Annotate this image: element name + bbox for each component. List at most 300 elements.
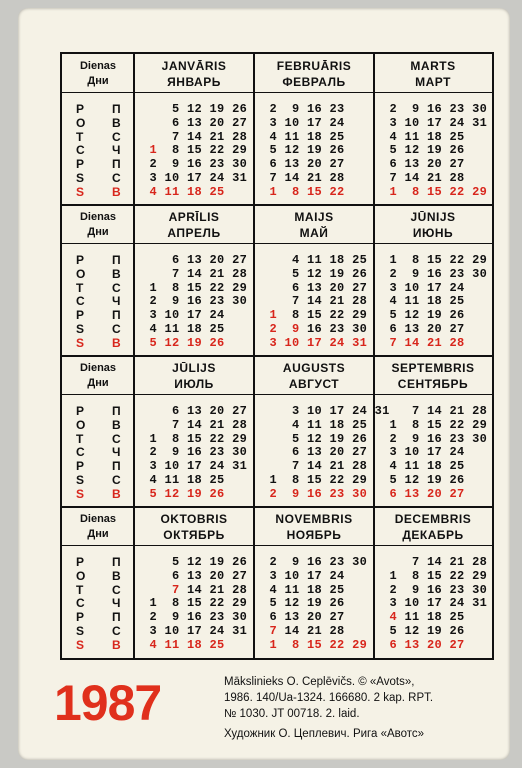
day-number: 10 (404, 596, 428, 611)
day-number: 23 (449, 102, 473, 116)
day-number (262, 445, 285, 459)
day-number: 10 (164, 308, 188, 323)
day-number: 12 (404, 473, 428, 487)
day-number: 21 (427, 171, 450, 185)
day-number: 22 (209, 143, 233, 158)
day-number: 18 (187, 637, 210, 652)
day-number: 20 (209, 115, 233, 130)
day-number: 23 (449, 431, 473, 446)
day-number: 12 (164, 335, 188, 350)
month-week-row (262, 487, 390, 501)
day-number: 13 (187, 253, 210, 267)
day-number (262, 418, 285, 432)
day-number: 5 (262, 596, 285, 611)
day-label-ru: С (112, 322, 121, 336)
day-number: 28 (472, 555, 488, 569)
day-number: 5 (284, 431, 308, 446)
day-number (472, 281, 487, 295)
day-number: 23 (449, 582, 473, 597)
month-header (374, 507, 492, 545)
day-number: 15 (307, 473, 330, 487)
day-number: 26 (352, 266, 368, 281)
day-number: 26 (449, 143, 473, 158)
day-number: 10 (284, 335, 308, 350)
day-label-ru: П (112, 459, 121, 474)
day-number: 27 (232, 115, 248, 130)
month-name-lv: JŪNIJS (410, 210, 456, 224)
day-number: 14 (307, 294, 330, 309)
month-week-row (382, 171, 487, 185)
day-number: 12 (164, 486, 188, 501)
day-number: 1 (262, 473, 285, 487)
day-column-header (62, 356, 134, 394)
day-number: 21 (209, 129, 233, 144)
day-number: 10 (284, 568, 308, 583)
day-number: 14 (284, 624, 308, 638)
day-number: 15 (187, 143, 210, 158)
day-number: 26 (352, 431, 375, 446)
day-number: 20 (307, 610, 330, 625)
day-number: 30 (472, 266, 488, 281)
day-number (382, 555, 405, 569)
day-header-lv: Dienas (79, 60, 117, 72)
day-number: 24 (449, 596, 473, 611)
day-number: 26 (232, 102, 248, 116)
day-number: 25 (352, 417, 375, 432)
month-week-row (142, 157, 247, 171)
day-number: 3 (142, 171, 165, 185)
month-week-row (382, 130, 487, 144)
day-label-lv: P (76, 610, 85, 625)
month-header (254, 54, 374, 92)
month-week-row (142, 487, 247, 501)
day-number: 6 (164, 568, 188, 583)
month-header (134, 54, 254, 92)
day-number: 16 (427, 102, 450, 116)
day-number: 24 (449, 115, 473, 130)
day-number: 5 (382, 143, 405, 158)
day-number: 11 (307, 417, 330, 432)
day-number: 19 (427, 308, 450, 323)
day-number: 13 (404, 637, 428, 652)
month-week-row (142, 102, 247, 116)
month-week-row (262, 102, 345, 116)
month-week-row (142, 583, 247, 597)
imprint-line-1: Mākslinieks O. Ceplēvičs. © «Avots», (224, 676, 415, 688)
day-number: 31 (232, 624, 248, 638)
day-label-ru: С (112, 280, 121, 295)
month-week-row (382, 610, 487, 624)
day-number: 29 (472, 417, 488, 432)
day-number: 19 (187, 335, 210, 350)
month-name-ru: ФЕВРАЛЬ (282, 75, 346, 89)
day-number: 17 (427, 115, 450, 130)
day-number: 22 (209, 280, 233, 295)
day-number: 25 (449, 459, 473, 474)
day-number: 10 (284, 115, 308, 130)
day-number: 18 (427, 129, 450, 144)
month-week-row (262, 445, 390, 459)
day-number: 5 (142, 486, 165, 501)
day-number: 19 (209, 102, 233, 116)
month-header (254, 507, 374, 545)
day-number (472, 624, 487, 638)
day-number: 18 (427, 610, 450, 625)
day-number: 4 (142, 322, 165, 336)
day-number: 12 (187, 555, 210, 569)
day-number: 24 (352, 404, 375, 418)
day-number: 30 (232, 445, 248, 460)
day-number: 7 (164, 417, 188, 432)
day-number: 20 (307, 157, 330, 172)
day-number: 5 (382, 473, 405, 487)
day-number: 19 (329, 431, 353, 446)
day-number: 12 (284, 596, 308, 611)
day-number: 29 (232, 596, 248, 611)
day-number: 4 (284, 253, 308, 267)
day-number (262, 281, 285, 295)
day-number: 16 (187, 157, 210, 172)
day-header-ru: Дни (87, 226, 109, 238)
day-number: 13 (404, 486, 428, 501)
day-label-ru: В (112, 486, 121, 501)
day-number: 15 (427, 253, 450, 267)
day-number: 25 (449, 129, 473, 144)
day-number (142, 130, 165, 144)
day-number: 8 (164, 280, 188, 295)
month-week-row (142, 459, 247, 473)
day-number: 23 (209, 294, 233, 309)
month-week-row (262, 418, 390, 432)
month-week-row (142, 418, 247, 432)
month-week-row (262, 336, 367, 350)
day-number: 27 (352, 280, 368, 295)
day-number: 1 (262, 637, 285, 652)
month-week-row (262, 157, 345, 171)
day-label-ru: В (112, 417, 121, 432)
day-number (142, 404, 165, 418)
day-number: 11 (404, 129, 428, 144)
day-column-header (62, 54, 134, 92)
day-number: 9 (404, 431, 428, 446)
month-week-row (142, 130, 247, 144)
day-number: 28 (329, 624, 353, 638)
day-number: 24 (209, 459, 233, 474)
day-number: 8 (164, 596, 188, 611)
day-number: 1 (142, 143, 165, 158)
day-number: 26 (329, 143, 345, 158)
day-number: 22 (449, 568, 473, 583)
day-number: 18 (427, 294, 450, 309)
day-number: 17 (427, 596, 450, 611)
day-number: 1 (142, 596, 165, 611)
day-header-ru: Дни (87, 377, 109, 389)
day-number: 11 (404, 459, 428, 474)
day-number: 17 (187, 624, 210, 638)
day-number: 6 (284, 280, 308, 295)
day-number: 4 (142, 637, 165, 652)
month-name-lv: FEBRUĀRIS (276, 59, 352, 73)
day-number: 6 (382, 486, 405, 501)
day-number: 8 (284, 184, 308, 199)
day-number: 4 (382, 129, 405, 144)
day-number: 7 (164, 582, 188, 597)
day-number: 18 (307, 129, 330, 144)
day-label-ru: В (112, 568, 121, 583)
day-number: 29 (352, 308, 368, 323)
day-number: 7 (284, 459, 308, 474)
day-number: 29 (472, 184, 488, 199)
month-week-row (382, 336, 487, 350)
day-number (472, 610, 487, 624)
day-number (472, 336, 487, 350)
day-number (472, 487, 487, 501)
day-label-lv: T (76, 129, 84, 144)
day-number: 24 (329, 115, 345, 130)
month-week-row (142, 445, 247, 459)
day-number (232, 322, 247, 336)
day-number: 4 (382, 459, 405, 474)
day-number: 9 (404, 266, 428, 281)
day-number: 9 (164, 610, 188, 625)
month-week-row (262, 308, 367, 322)
day-number: 6 (164, 253, 188, 267)
day-number: 15 (427, 417, 450, 432)
month-week-row (142, 281, 247, 295)
day-number: 15 (307, 637, 330, 652)
day-number (352, 610, 367, 624)
day-number: 9 (164, 445, 188, 460)
day-label-lv: S (76, 486, 85, 501)
day-number (472, 638, 487, 652)
day-number: 6 (284, 445, 308, 460)
day-number: 26 (232, 555, 248, 569)
day-number: 4 (142, 184, 165, 199)
day-number (472, 294, 487, 308)
day-number: 30 (472, 102, 488, 116)
day-number: 2 (382, 431, 405, 446)
day-number: 23 (209, 610, 233, 625)
month-week-row (142, 185, 247, 199)
day-number: 15 (187, 596, 210, 611)
day-number (352, 596, 367, 610)
day-label-lv: P (76, 459, 85, 474)
day-number: 10 (164, 171, 188, 185)
day-number: 14 (404, 171, 428, 185)
day-number: 16 (307, 486, 330, 501)
day-number: 2 (142, 294, 165, 309)
day-number: 11 (164, 473, 188, 487)
day-number: 22 (449, 417, 473, 432)
month-week-row (262, 281, 367, 295)
month-week-row (382, 459, 487, 473)
day-number: 1 (262, 308, 285, 323)
day-number: 21 (307, 171, 330, 185)
day-number: 6 (382, 157, 405, 172)
month-week-row (262, 130, 345, 144)
day-number: 2 (382, 102, 405, 116)
day-number: 7 (404, 555, 428, 569)
day-number (142, 253, 165, 267)
day-number: 11 (404, 610, 428, 625)
day-number: 2 (142, 157, 165, 172)
day-number: 19 (307, 143, 330, 158)
day-number: 11 (404, 294, 428, 309)
day-number (472, 171, 487, 185)
day-number: 20 (329, 280, 353, 295)
day-number: 27 (329, 610, 353, 625)
day-number: 20 (427, 322, 450, 336)
day-number: 18 (329, 253, 353, 267)
day-label-lv: O (76, 115, 86, 130)
day-number: 30 (472, 431, 488, 446)
day-number (142, 267, 165, 281)
month-week-row (262, 185, 345, 199)
day-label-lv: P (76, 253, 85, 267)
day-number: 29 (352, 637, 368, 652)
day-number: 2 (382, 582, 405, 597)
day-number (352, 569, 367, 583)
imprint-line-4: Художник О. Цеплевич. Рига «Авотс» (224, 728, 425, 740)
day-number: 23 (329, 322, 353, 336)
day-number: 24 (209, 624, 233, 638)
month-week-row (262, 432, 390, 446)
month-week-row (262, 322, 367, 336)
day-header-lv: Dienas (79, 211, 117, 223)
day-number: 27 (449, 157, 473, 172)
day-label-lv: T (76, 280, 84, 295)
calendar-grid (60, 52, 494, 660)
day-label-lv: C (76, 143, 85, 158)
day-number: 23 (329, 486, 353, 501)
day-number: 7 (382, 171, 405, 185)
day-number: 16 (307, 102, 330, 116)
day-number: 29 (232, 143, 248, 158)
month-header (254, 205, 374, 243)
month-week-row (262, 596, 367, 610)
day-number: 8 (404, 417, 428, 432)
day-number: 15 (427, 184, 450, 199)
day-label-lv: S (76, 624, 85, 638)
day-number: 7 (404, 404, 428, 418)
month-name-ru: ИЮНЬ (412, 226, 454, 240)
day-number: 14 (187, 266, 210, 281)
day-number (232, 487, 247, 501)
month-week-row (142, 610, 247, 624)
day-number: 13 (187, 404, 210, 418)
day-number: 17 (187, 459, 210, 474)
month-week-row (262, 116, 345, 130)
month-week-row (142, 432, 247, 446)
month-week-row (382, 404, 487, 418)
day-label-lv: O (76, 417, 86, 432)
day-number: 3 (142, 308, 165, 323)
month-name-ru: АВГУСТ (288, 377, 340, 391)
day-number (232, 336, 247, 350)
day-number (352, 624, 367, 638)
day-number (472, 308, 487, 322)
month-week-row (142, 253, 247, 267)
month-name-lv: JANVĀRIS (161, 59, 227, 73)
day-number: 29 (352, 473, 375, 487)
header-separator (62, 394, 492, 395)
day-number: 23 (209, 157, 233, 172)
day-number: 16 (427, 431, 450, 446)
day-number: 19 (427, 473, 450, 487)
day-label-ru: С (112, 129, 121, 144)
day-number: 4 (284, 417, 308, 432)
day-number: 13 (404, 322, 428, 336)
month-name-lv: NOVEMBRIS (275, 512, 353, 526)
day-number: 10 (404, 115, 428, 130)
day-number: 19 (187, 486, 210, 501)
day-number (352, 583, 367, 597)
day-number: 26 (329, 596, 353, 611)
day-number: 16 (187, 610, 210, 625)
imprint-line-2: 1986. 140/Ua-1324. 166680. 2 kap. RPT. (224, 692, 434, 704)
day-label-ru: П (112, 157, 121, 172)
day-number: 31 (232, 171, 248, 185)
day-number: 28 (472, 404, 488, 418)
day-number: 20 (209, 253, 233, 267)
day-number: 26 (449, 308, 473, 323)
day-number: 28 (352, 294, 368, 309)
day-number: 13 (307, 445, 330, 460)
day-label-lv: C (76, 445, 85, 460)
day-number: 2 (142, 445, 165, 460)
month-week-row (382, 185, 487, 199)
day-number: 28 (329, 171, 345, 185)
day-number: 11 (284, 582, 308, 597)
day-number: 3 (262, 115, 285, 130)
day-number: 19 (427, 624, 450, 638)
month-week-row (382, 308, 487, 322)
day-number: 9 (164, 294, 188, 309)
day-number: 7 (164, 266, 188, 281)
day-number: 16 (427, 582, 450, 597)
month-week-row (382, 473, 487, 487)
day-number: 27 (329, 157, 345, 172)
day-number: 19 (307, 596, 330, 611)
day-number: 20 (209, 404, 233, 418)
day-number: 2 (262, 102, 285, 116)
day-number: 18 (307, 582, 330, 597)
day-number (382, 404, 405, 418)
day-number: 22 (329, 308, 353, 323)
day-number: 24 (449, 280, 473, 295)
day-number: 28 (352, 459, 375, 474)
day-number: 3 (382, 280, 405, 295)
day-number: 20 (329, 445, 353, 460)
month-week-row (262, 294, 367, 308)
day-number: 26 (209, 486, 233, 501)
day-number: 10 (404, 445, 428, 460)
month-week-row (382, 555, 487, 569)
day-number: 27 (449, 322, 473, 336)
day-label-ru: П (112, 555, 121, 569)
day-number: 12 (187, 102, 210, 116)
month-week-row (262, 253, 367, 267)
day-number: 9 (284, 486, 308, 501)
month-week-row (382, 267, 487, 281)
day-number: 5 (382, 624, 405, 638)
day-number: 29 (232, 431, 248, 446)
day-number: 14 (307, 459, 330, 474)
day-number: 12 (404, 143, 428, 158)
month-header (254, 356, 374, 394)
day-number: 7 (262, 624, 285, 638)
day-label-ru: Ч (112, 294, 121, 309)
